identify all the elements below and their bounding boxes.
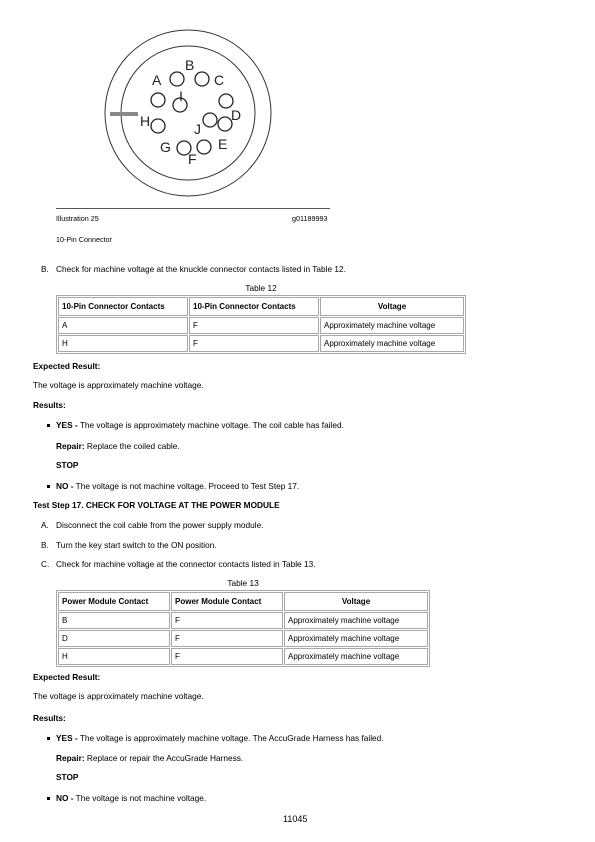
no-label: NO - — [56, 481, 74, 491]
table-cell: B — [58, 612, 170, 629]
yes-label-2: YES - — [56, 733, 78, 743]
pin-j-circle — [203, 113, 217, 127]
table12-header-row — [58, 297, 464, 316]
pin-h-circle — [151, 119, 165, 133]
results-label: Results: — [33, 400, 66, 410]
step-b-letter: B. — [41, 264, 49, 274]
figure-rule — [56, 208, 330, 209]
bullet-icon — [47, 424, 50, 427]
table13-caption: Table 13 — [227, 578, 259, 588]
no-result-2 — [56, 794, 206, 804]
pin-c-circle — [151, 93, 165, 107]
pin-label-j: J — [194, 121, 201, 137]
pin-label-g: G — [160, 139, 171, 155]
connector-illustration — [100, 28, 280, 198]
no-label-2: NO - — [56, 793, 74, 803]
table-cell: D — [58, 630, 170, 647]
yes-text: The voltage is approximately machine voltage. The coil cable has failed. — [79, 420, 344, 430]
table12-header-voltage: Voltage — [320, 297, 464, 316]
table-cell: H — [58, 648, 170, 665]
results-label-2: Results: — [33, 713, 66, 723]
table-row — [58, 648, 428, 665]
step-b2-letter: B. — [41, 540, 49, 550]
repair-label-2: Repair: — [56, 753, 85, 763]
table-cell: F — [171, 612, 283, 629]
no-text-2: The voltage is not machine voltage. — [75, 793, 207, 803]
bullet-icon — [47, 797, 50, 800]
figure-caption-right: g01189993 — [292, 214, 328, 223]
table12-caption: Table 12 — [245, 283, 277, 293]
pin-a-circle — [170, 72, 184, 86]
figure-caption-left: Illustration 25 — [56, 214, 99, 223]
pin-label-h: H — [140, 113, 151, 129]
pin-label-e: E — [218, 136, 228, 152]
table12-header-contact-1: 10-Pin Connector Contacts — [58, 297, 188, 316]
repair-text-2: Replace or repair the AccuGrade Harness. — [86, 753, 244, 763]
table-cell: A — [58, 317, 188, 334]
table-cell: F — [171, 648, 283, 665]
expected-result-text-2: The voltage is approximately machine voltage. — [33, 691, 204, 701]
table-cell: F — [189, 317, 319, 334]
table13-header-voltage: Voltage — [284, 592, 428, 611]
step-b-text: Check for machine voltage at the knuckle connector contacts listed in Table 12. — [56, 264, 346, 274]
pin-e-circle — [218, 117, 232, 131]
expected-result-text: The voltage is approximately machine voltage. — [33, 380, 204, 390]
table-12 — [56, 295, 466, 354]
step-a-text: Disconnect the coil cable from the power supply module. — [56, 520, 264, 530]
table13-header-contact-2: Power Module Contact — [171, 592, 283, 611]
pin-label-b: B — [185, 57, 195, 73]
stop-label-2: STOP — [56, 772, 79, 782]
table-cell: F — [171, 630, 283, 647]
yes-text-2: The voltage is approximately machine voltage. The AccuGrade Harness has failed. — [79, 733, 384, 743]
table-row — [58, 317, 464, 334]
stop-label: STOP — [56, 460, 79, 470]
step-c-letter: C. — [41, 559, 50, 569]
figure-title: 10-Pin Connector — [56, 235, 112, 244]
yes-label: YES - — [56, 420, 78, 430]
pin-b-circle — [195, 72, 209, 86]
repair-line — [56, 442, 180, 452]
expected-result-label: Expected Result: — [33, 361, 101, 371]
table-cell: Approximately machine voltage — [320, 335, 464, 352]
table12-header-contact-2: 10-Pin Connector Contacts — [189, 297, 319, 316]
bullet-icon — [47, 737, 50, 740]
table-cell: F — [189, 335, 319, 352]
bullet-icon — [47, 485, 50, 488]
no-text: The voltage is not machine voltage. Proceed to Test Step 17. — [75, 481, 300, 491]
table13-header-contact-1: Power Module Contact — [58, 592, 170, 611]
pin-label-d: D — [231, 107, 242, 123]
table-cell: Approximately machine voltage — [320, 317, 464, 334]
step-b2-text: Turn the key start switch to the ON position. — [56, 540, 217, 550]
table-row — [58, 612, 428, 629]
table-row — [58, 630, 428, 647]
yes-result-2 — [56, 734, 384, 744]
table-cell: Approximately machine voltage — [284, 648, 428, 665]
test-step-17-title: Test Step 17. CHECK FOR VOLTAGE AT THE POWER MODULE — [33, 500, 280, 510]
table-cell: Approximately machine voltage — [284, 612, 428, 629]
step-c-text: Check for machine voltage at the connector contacts listed in Table 13. — [56, 559, 316, 569]
pin-label-i: I — [179, 88, 183, 104]
repair-label: Repair: — [56, 441, 85, 451]
page-number: 11045 — [283, 814, 308, 824]
yes-result — [56, 421, 344, 431]
table-13 — [56, 590, 430, 667]
pin-label-c: C — [214, 72, 225, 88]
repair-line-2 — [56, 754, 243, 764]
step-a-letter: A. — [41, 520, 49, 530]
expected-result-label-2: Expected Result: — [33, 672, 101, 682]
table-row — [58, 335, 464, 352]
repair-text: Replace the coiled cable. — [86, 441, 180, 451]
no-result — [56, 482, 299, 492]
pin-f-circle — [197, 140, 211, 154]
table-cell: H — [58, 335, 188, 352]
table13-header-row — [58, 592, 428, 611]
pin-d-circle — [219, 94, 233, 108]
pin-label-a: A — [152, 72, 162, 88]
table-cell: Approximately machine voltage — [284, 630, 428, 647]
pin-label-f: F — [188, 151, 197, 167]
